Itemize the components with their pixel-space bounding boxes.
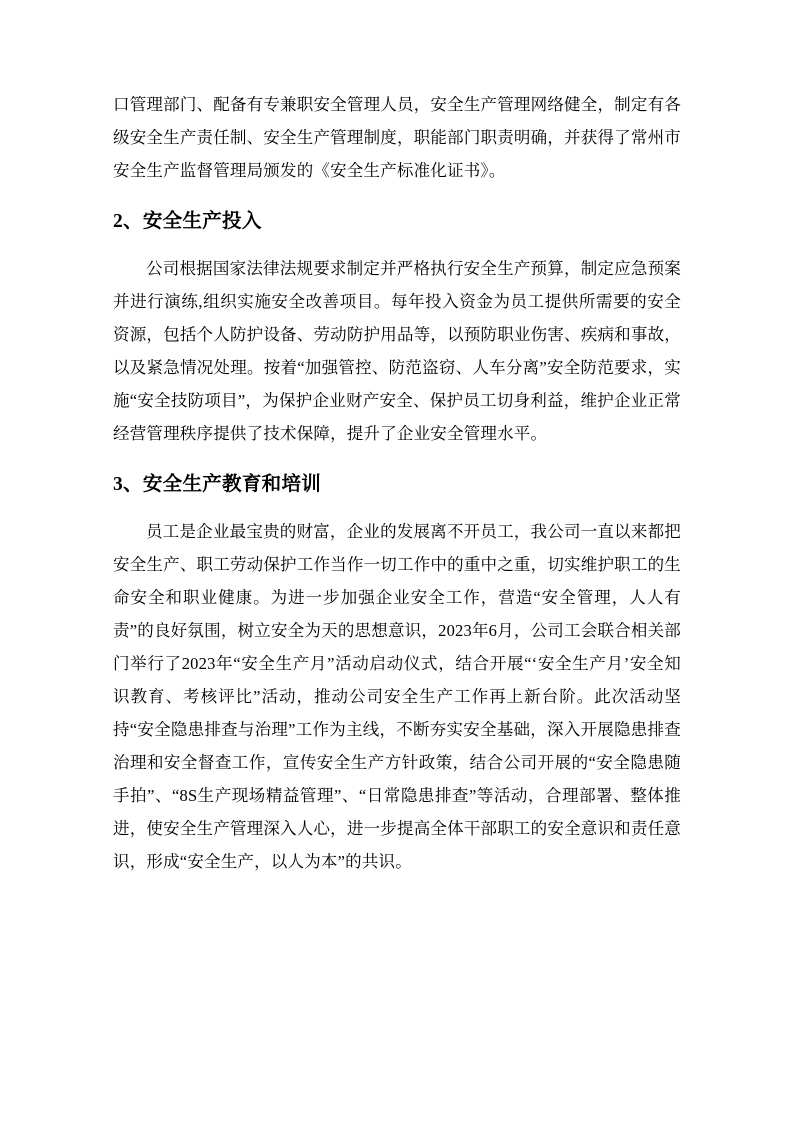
heading-safety-investment: 2、安全生产投入 (113, 211, 262, 232)
document-body (113, 88, 681, 878)
block-spacer (113, 238, 681, 252)
block-spacer (113, 187, 681, 205)
block-spacer (113, 450, 681, 468)
paragraph-safety-investment: 公司根据国家法律法规要求制定并严格执行安全生产预算，制定应急预案并进行演练,组织实施安全改善项目。每年投入资金为员工提供所需要的安全资源，包括个人防护设备、劳动防护用品等，以预防职业伤害、疾病和事故，以及紧急情况处理。按着“加强管控、防范盗窃、人车分离”安全防范要求，实施“安全技防项目”，为保护企业财产安全、保护员工切身利益，维护企业正常经营管理秩序提供了技术保障，提升了企业安全管理水平。 (113, 259, 681, 443)
block-spacer (113, 501, 681, 515)
paragraph-safety-education: 员工是企业最宝贵的财富，企业的发展离不开员工，我公司一直以来都把安全生产、职工劳动保护工作当作一切工作中的重中之重，切实维护职工的生命安全和职业健康。为进一步加强企业安全工作，营造“安全管理，人人有责”的良好氛围，树立安全为天的思想意识，2023年6月，公司工会联合相关部门举行了2023年“安全生产月”活动启动仪式，结合开展“‘安全生产月’安全知识教育、考核评比”活动，推动公司安全生产工作再上新台阶。此次活动坚持“安全隐患排查与治理”工作为主线，不断夯实安全基础，深入开展隐患排查治理和安全督查工作，宣传安全生产方针政策，结合公司开展的“安全隐患随手拍”、“8S生产现场精益管理”、“日常隐患排查”等活动，合理部署、整体推进，使安全生产管理深入人心，进一步提高全体干部职工的安全意识和责任意识，形成“安全生产，以人为本”的共识。 (113, 522, 681, 871)
heading-safety-education: 3、安全生产教育和培训 (113, 474, 322, 495)
paragraph-continuation: 口管理部门、配备有专兼职安全管理人员，安全生产管理网络健全，制定有各级安全生产责任制、安全生产管理制度，职能部门职责明确，并获得了常州市安全生产监督管理局颁发的《安全生产标准化证书》。 (113, 95, 681, 180)
